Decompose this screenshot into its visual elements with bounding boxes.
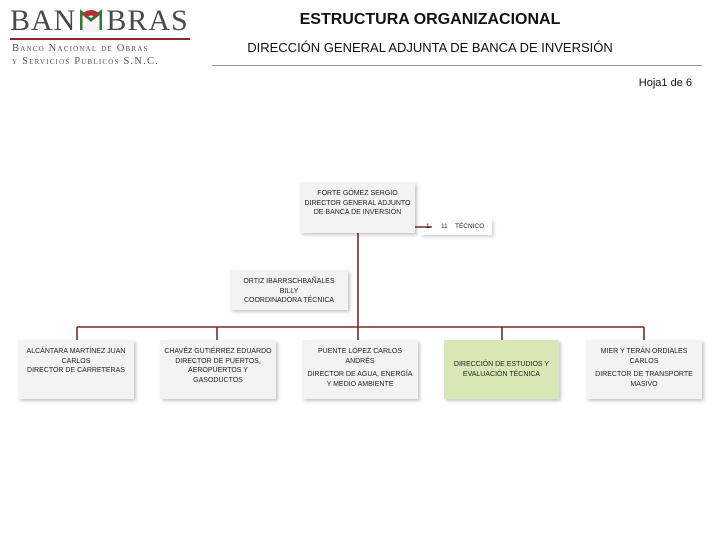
unit-name: PUENTE LÓPEZ CARLOS ANDRÉS (317, 348, 403, 365)
org-box-coordinator (230, 270, 348, 310)
logo-line-1: Banco Nacional de Obras (12, 43, 149, 54)
unit-role: DIRECTOR DE AGUA, ENERGÍA Y MEDIO AMBIENTE (307, 371, 413, 388)
coordinator-role: COORDINADORA TÉCNICA (243, 297, 335, 304)
unit-role: DIRECCIÓN DE ESTUDIOS Y EVALUACIÓN TÉCNICA (453, 361, 550, 378)
org-box-unit-carreteras (18, 340, 134, 399)
unit-name: ALCÁNTARA MARTÍNEZ JUAN CARLOS (26, 348, 126, 365)
staff-tag-b: 11 (441, 223, 448, 230)
director-general-role: DIRECTOR GENERAL ADJUNTO DE BANCA DE INVERSIÓN (304, 199, 411, 216)
org-box-unit-transporte (586, 340, 702, 399)
logo-line-2: y Servicios Publicos S.N.C. (12, 56, 159, 67)
logo-name-right: BRAS (106, 4, 189, 37)
org-box-staff (420, 219, 492, 235)
logo-name-left: BAN (10, 4, 77, 37)
unit-role: DIRECTOR DE TRANSPORTE MASIVO (595, 371, 693, 388)
sheet-indicator: Hoja1 de 6 (638, 77, 692, 89)
unit-role: DIRECTOR DE PUERTOS, AEROPUERTOS Y GASODUCTOS (175, 357, 261, 384)
staff-tag-a: 1 (426, 223, 430, 230)
org-box-unit-agua (302, 340, 418, 399)
coordinator-name: ORTIZ IBARRSCHBAÑALES BILLY (243, 278, 335, 295)
unit-name: MIER Y TERÁN ORDIALES CARLOS (600, 348, 688, 365)
unit-name: CHAVÉZ GUTIÉRREZ EDUARDO (164, 348, 272, 355)
page-subtitle: DIRECCIÓN GENERAL ADJUNTA DE BANCA DE INVERSIÓN (247, 40, 613, 55)
org-box-unit-estudios (444, 340, 559, 399)
director-general-name: FORTE GÓMEZ SERGIO (317, 190, 398, 197)
page-title: ESTRUCTURA ORGANIZACIONAL (299, 11, 561, 28)
org-box-unit-puertos (160, 340, 276, 399)
org-box-director-general (300, 182, 415, 233)
staff-tag-c: TÉCNICO (455, 223, 485, 230)
unit-role: DIRECTOR DE CARRETERAS (27, 367, 125, 374)
